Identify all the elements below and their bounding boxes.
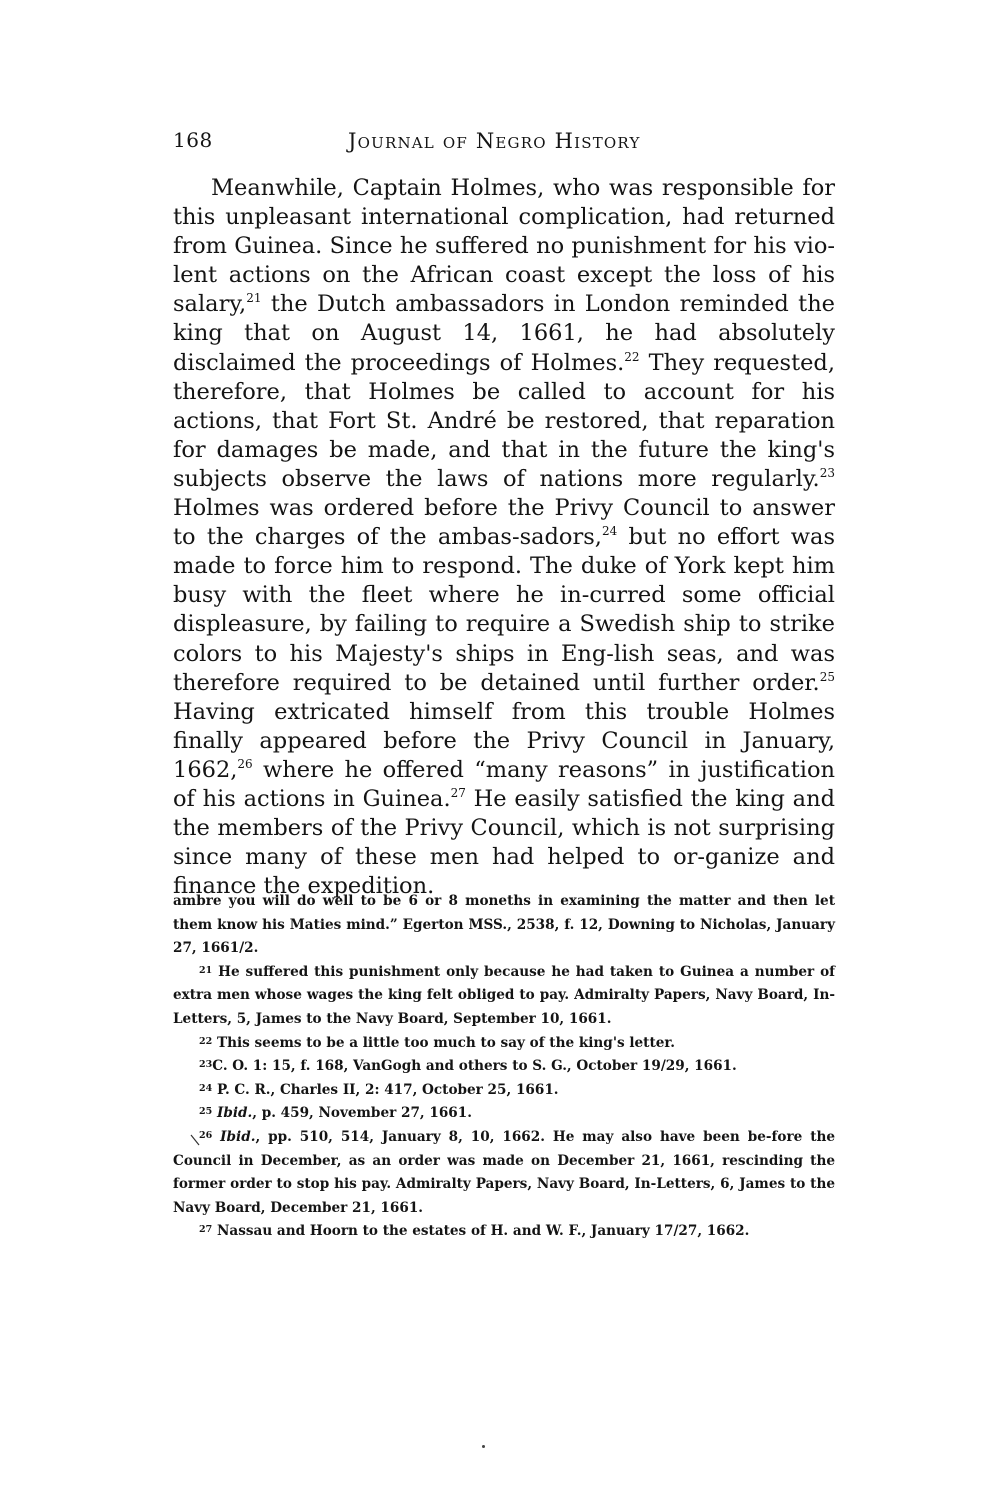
- page-header: [173, 128, 835, 158]
- footnote-21: [173, 961, 835, 1032]
- footnote-ref-22: 22: [624, 349, 640, 364]
- footnote-number: 22: [199, 1035, 213, 1047]
- footnote-number: 24: [199, 1082, 213, 1094]
- footnotes-section: [173, 890, 835, 1244]
- text-segment: He easily satisfied the king and the members of the Privy Council, which is not surprising since many of these men had helped to or-ganize and finance the expedition.: [173, 785, 835, 900]
- footnote-text: , pp. 510, 514, January 8, 10, 1662. He may also have been be-fore the Council in December, as an order was made on December 21, 1661, rescinding the former order to stop his pay. Admiralty Papers, Navy Board, In-Letters, 6, James to the Navy Board, December 21, 1661.: [173, 1128, 836, 1216]
- text-segment: Having extricated himself from this trouble Holmes finally appeared before the Privy Council in January, 1662,: [173, 698, 835, 783]
- footnote-number: 23: [199, 1059, 213, 1071]
- footnote-text: This seems to be a little too much to say of the king's letter.: [216, 1034, 676, 1051]
- footnote-number: 25: [199, 1106, 213, 1118]
- footnote-text: P. C. R., Charles II, 2: 417, October 25, 1661.: [216, 1081, 559, 1098]
- pencil-check-mark: [190, 1133, 204, 1147]
- footnote-text: C. O. 1: 15, f. 168, VanGogh and others to S. G., October 19/29, 1661.: [212, 1058, 737, 1075]
- text-segment: but no effort was made to force him to respond. The duke of York kept him busy with the fleet where he in-curred some official displeasure, by failing to require a Swedish ship to strike colors to his Majesty's ships in Eng-lish seas, and was therefore required to be detained until further order.: [173, 524, 835, 696]
- text-segment: Meanwhile, Captain Holmes, who was responsible for this unpleasant international complication, had returned from Guinea. Since he suffered no punishment for his vio-lent actions on the African coast except the loss of his salary,: [173, 175, 835, 318]
- footnote-26: [173, 1126, 835, 1220]
- footnote-continuation: ambre you will do well to be 6 or 8 moneths in examining the matter and then let them know his Maties mind.” Egerton MSS., 2538, f. 12, Downing to Nicholas, January 27, 1661/2.: [173, 893, 835, 957]
- footnote-ref-24: 24: [601, 524, 618, 539]
- text-segment: the Dutch ambassadors in London reminded the king that on August 14, 1661, he had absolutely disclaimed the proceedings of Holmes.: [173, 291, 835, 376]
- footnote-27: [173, 1220, 835, 1244]
- footnote-25: [173, 1102, 835, 1126]
- footnote-text: , p. 459, November 27, 1661.: [252, 1105, 472, 1122]
- footnote-ref-25: 25: [819, 669, 835, 684]
- footnote-ref-27: 27: [450, 785, 466, 800]
- footnote-24: [173, 1079, 835, 1103]
- text-segment: They requested, therefore, that Holmes be called to account for his actions, that Fort St. André be restored, that reparation for damages be made, and that in the future the king's subjects observe the laws of nations more regularly.: [173, 349, 835, 492]
- footnote-ref-21: 21: [246, 291, 262, 306]
- footnote-22: [173, 1032, 835, 1056]
- main-text: [173, 174, 835, 901]
- footnote-ref-26: 26: [237, 756, 253, 771]
- footnote-text: Nassau and Hoorn to the estates of H. and W. F., January 17/27, 1662.: [216, 1223, 750, 1240]
- text-segment: where he offered “many reasons” in justification of his actions in Guinea.: [173, 756, 835, 812]
- footnote-number: 26: [199, 1129, 213, 1141]
- page-number: 168: [173, 128, 213, 152]
- ibid-reference: Ibid.: [220, 1128, 256, 1145]
- text-segment: Holmes was ordered before the Privy Council to answer to the charges of the ambas-sadors,: [173, 495, 835, 551]
- scan-speck: [482, 1445, 485, 1448]
- footnote-text: He suffered this punishment only because he had taken to Guinea a number of extra men whose wages the king felt obliged to pay. Admiralty Papers, Navy Board, In-Letters, 5, James to the Navy Board, September 10, 1661.: [173, 963, 836, 1027]
- ibid-reference: Ibid.: [216, 1105, 253, 1122]
- footnote-ref-23: 23: [819, 465, 835, 480]
- footnote-number: 27: [199, 1224, 213, 1236]
- body-paragraph: [173, 174, 835, 901]
- running-title: Journal of Negro History: [348, 129, 641, 153]
- footnote-number: 21: [199, 964, 213, 976]
- footnote-23: [173, 1055, 835, 1079]
